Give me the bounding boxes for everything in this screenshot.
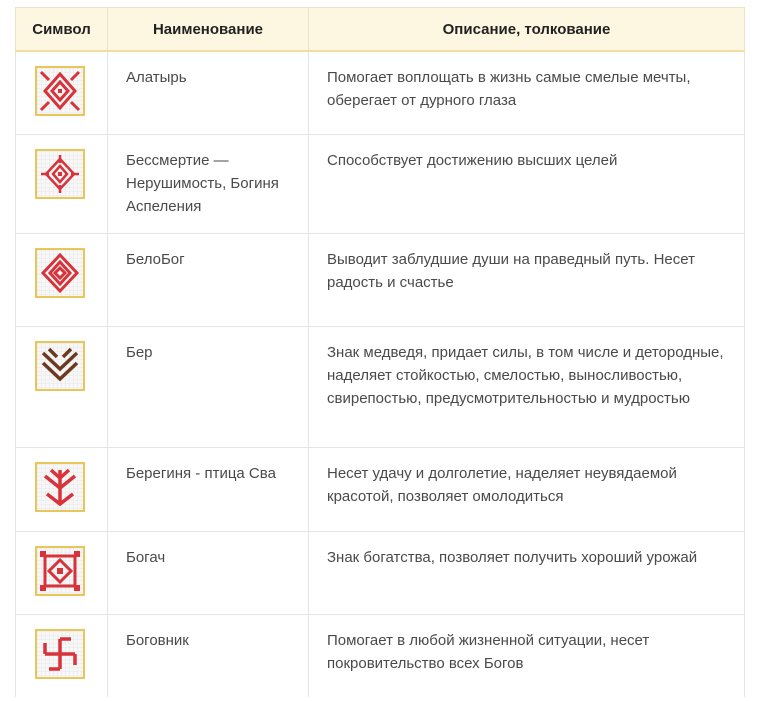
table-row: [16, 326, 745, 447]
belobog-ornament-icon: [35, 248, 85, 298]
bogovnik-ornament-icon: [35, 629, 85, 679]
name-cell: Богач: [108, 531, 309, 614]
symbol-cell: [16, 51, 108, 134]
table-row: [16, 614, 745, 697]
table-row: [16, 531, 745, 614]
symbol-cell: [16, 326, 108, 447]
symbol-cell: [16, 447, 108, 531]
table-row: [16, 134, 745, 233]
symbol-cell: [16, 531, 108, 614]
description-cell: Способствует достижению высших целей: [309, 134, 745, 233]
header-description: Описание, толкование: [309, 8, 745, 52]
description-cell: Помогает воплощать в жизнь самые смелые мечты, оберегает от дурного глаза: [309, 51, 745, 134]
description-cell: Помогает в любой жизненной ситуации, несет покровительство всех Богов: [309, 614, 745, 697]
name-cell: Бер: [108, 326, 309, 447]
table-row: [16, 447, 745, 531]
symbol-cell: [16, 233, 108, 326]
header-name: Наименование: [108, 8, 309, 52]
header-symbol: Символ: [16, 8, 108, 52]
alatyr-ornament-icon: [35, 66, 85, 116]
bogach-ornament-icon: [35, 546, 85, 596]
description-cell: Выводит заблудшие души на праведный путь. Несет радость и счастье: [309, 233, 745, 326]
name-cell: Алатырь: [108, 51, 309, 134]
description-cell: Несет удачу и долголетие, наделяет неувядаемой красотой, позволяет омолодиться: [309, 447, 745, 531]
description-cell: Знак медведя, придает силы, в том числе и детородные, наделяет стойкостью, смелостью, выносливостью, свирепостью, предусмотрительностью и мудростью: [309, 326, 745, 447]
bereginya-ornament-icon: [35, 462, 85, 512]
symbol-cell: [16, 614, 108, 697]
bessmertie-ornament-icon: [35, 149, 85, 199]
symbol-cell: [16, 134, 108, 233]
name-cell: БелоБог: [108, 233, 309, 326]
symbols-table: [15, 7, 745, 697]
table-row: [16, 233, 745, 326]
table-row: [16, 51, 745, 134]
name-cell: Бессмертие — Нерушимость, Богиня Аспеления: [108, 134, 309, 233]
table-header-row: [16, 8, 745, 52]
name-cell: Берегиня - птица Сва: [108, 447, 309, 531]
name-cell: Боговник: [108, 614, 309, 697]
description-cell: Знак богатства, позволяет получить хороший урожай: [309, 531, 745, 614]
ber-ornament-icon: [35, 341, 85, 391]
